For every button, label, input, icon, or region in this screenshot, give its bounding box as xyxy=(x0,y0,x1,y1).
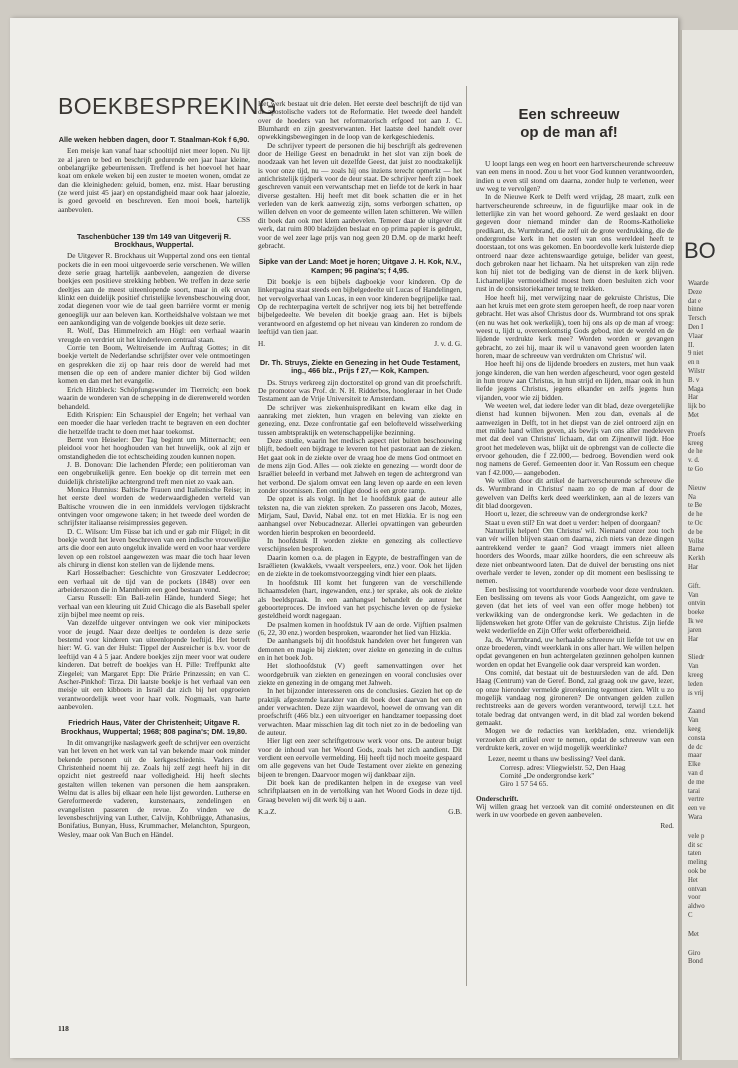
next-page-line: de he xyxy=(688,511,703,519)
next-page-line: Den I xyxy=(688,324,704,331)
next-page-line: lijk bo xyxy=(688,403,706,411)
next-page-line: 9 niet xyxy=(688,350,704,358)
next-page-line: leden xyxy=(688,680,703,688)
next-page-line: taten xyxy=(688,850,702,858)
onderschrift-text: Wij willen graag het verzoek van dit comité ondersteunen en dit werk in uw voorbede en geven aanbevelen. xyxy=(476,802,674,820)
next-page-line: Sliedr xyxy=(688,654,705,662)
next-page-line: te Go xyxy=(688,466,703,473)
article-paragraph: Hoort u, lezer, die schreeuw van de ondergrondse kerk? xyxy=(485,509,648,519)
review-entry: Corrie ten Boom, Weltreisende im Auftrag Gottes; in dit boekje vertelt de Nederlandse schrijfster over vele ontmoetingen en gesprekken die zij op haar reis door de wereld had met mensen die op een of andere manier dichter bij God wilden komen en dan met het evangelie. xyxy=(58,343,250,386)
review-signature-left: K.a.Z. xyxy=(258,807,277,817)
next-page-line: binne xyxy=(688,306,704,314)
review-signature: CSS xyxy=(237,215,250,225)
article-title-line: Een schreeuw xyxy=(518,106,620,123)
review-entry: R. Wolf, Das Himmelreich am Högl: een verhaal waarin vreugde en verdriet uit het kinderleven centraal staan. xyxy=(58,326,250,344)
next-page-line: de he xyxy=(688,448,703,456)
review-text: Een meisje kan vanaf haar schooltijd niet meer lopen. Nu lijt ze al jaren te bed en beschrijft gedurende een jaar haar kleine, onbelangrijke gebeurtenissen. Treffend is het hoevoel het haar koat om enkele weken bij een zuster te moeten wonen, omdat ze dan die kleinigheden: geluid, bomen, enz. mist. Haar berusting (ze werd juist 45 jaar) en opstandigheid maar ook haar jaloezie, is goed gevoeld en beschreven. Een mooi boek, hartelijk aanbevolen. xyxy=(58,146,250,214)
review-entry: Erich Hitzbleck: Schöpfungswunder im Tierreich; een boek waarin de wonderen van de schepping in de dierenwereld worden behandeld. xyxy=(58,384,250,411)
review-text: In het bijzonder interesseren ons de conclusies. Gezien het op de praktijk afgestemde karakter van dit boek doet daarvan het een en ander verwachten. Deze zijn waardevol, hoewel de omvang van dit proefschrift (466 blz.) een uitvoeriger en handzamer toepassing doet verwachten. Maar misschien lag dit toch niet zo in de bedoeling van de auteur. xyxy=(258,686,462,737)
next-page-line: aldwo xyxy=(688,903,705,911)
next-page-line: Bond xyxy=(688,958,703,966)
next-page-line: Kerkh xyxy=(688,555,705,563)
next-page-line: consta xyxy=(688,734,706,742)
article-closing xyxy=(488,755,674,788)
next-page-line: Har xyxy=(688,635,699,643)
page-number: 118 xyxy=(58,1024,69,1033)
next-page-line: B. v xyxy=(688,376,700,384)
review-title: Friedrich Haus, Väter der Christenheit; Uitgave R. Brockhaus, Wuppertal; 1968; 808 pagina's; DM. 19,80. xyxy=(60,718,248,736)
next-page-line: de dc xyxy=(688,743,703,751)
review-text: Ds. Struys verkreeg zijn doctorstitel op grond van dit proefschrift. De promotor was Prof. dr. N. H. Ridderbos, hoogleraar in het Oude Testament aan de Vrije Universiteit te Amsterdam. xyxy=(258,377,462,404)
next-page-line: Wara xyxy=(688,814,703,821)
next-page-line: dit sc xyxy=(688,841,703,849)
review-column-2 xyxy=(258,100,462,816)
review-entry: Monica Hunnius: Baltische Frauen und Italienische Reise; in het eerste deel worden de wederwaardigheden verteld van Baltische vrouwen die in een inmiddels vervlogen tijdskracht ontvingen voor omgewone taken; in het tweede deel worden de schrijfster italiaanse reisimpressies gegeven. xyxy=(58,484,250,528)
next-page-line: van d xyxy=(688,770,703,777)
next-page-line: Vollst xyxy=(688,537,704,545)
next-page-line: keeg xyxy=(688,726,701,733)
article-paragraph: Hoe heeft hij, met verwijzing naar de gekruiste Christus, Die aan het kruis met een grote stem geroepen heeft, de roep naar voren gebracht. Het was alsof Christus door ds. Wurmbrand tot ons sprak (en nu was het ook werkelijk), toen hij ons als op de man af vroeg: weest u, lijdt u, overeenkomstig Gods gebod, niet de wereld en de lijdende verdrukte kerk mee? Worden worden er gevangen gebracht, zo zei hij, maar ik wil u vanavond geen woorden laten horen, maar de schreeuw van verdrukten om Christus' wil. xyxy=(476,292,674,360)
closing-line: Corresp. adres: Vliegwielstr. 52, Den Haag xyxy=(500,762,626,772)
next-page-line: voor xyxy=(688,894,701,902)
page-heading: BOEKBESPREKING xyxy=(58,93,278,119)
review-signature-row xyxy=(258,340,462,348)
review-text: Het werk bestaat uit drie delen. Het eerste deel beschrijft de tijd van de apostolische vaders tot de Reformatie. Het tweede deel handelt over de hoeders van het reformatorisch erfgoed tot aan J. C. Blumhardt en zijn geestverwanten. Het laatste deel handelt over opwekkingsbewegingen in de loop van de kerkgeschiedenis. xyxy=(258,99,462,142)
next-page-line: boeke xyxy=(688,609,705,617)
next-page-line: Gift. xyxy=(688,582,701,590)
next-page-line: ontvan xyxy=(688,885,707,893)
next-page-line: Na xyxy=(688,493,696,501)
article-paragraph: Ons comité, dat bestaat uit de bestuursleden van de afd. Den Haag (Centrum) van de Geref. Bond, zal graag ook uw gave, lezer, op onze hieronder vermelde girorekening tegemoet zien. Wilt u zo mogelijk vandaag nog gironeren? De ontvangen gelden zullen rechtstreeks aan de gevers worden verantwoord, terwijl t.z.t. het totale bedrag dat ontvangen werd, in dit blad zal worden bekend gemaakt. xyxy=(476,667,674,728)
next-page-line: de be xyxy=(688,528,703,536)
review-text: Daarin komen o.a. de plagen in Egypte, de bestraffingen van de Israëlieten (kwakkels, vwaalt verspeelers, enz.) voor. Ook het lijden en de ziekte in de toekomstvoorzegging vindt hier een plaats. xyxy=(258,552,462,579)
next-page-line: tarai xyxy=(688,787,701,795)
left-magazine-page xyxy=(10,18,678,1058)
review-entry: Van dezelfde uitgever ontvingen we ook vier minipockets voor de jeugd. Naar deze deeltjes te oordelen is deze serie bestemd voor kinderen van uiteenlopende leeftijd. Het betreft hier: W. G. van der Hulst: Tippel der Ausreicher is b.v. voor de leeftijd van 4 à 5 jaar. Andere boekjes zijn meer voor wat oudere kinderen. Dat betreft de boekjes van H. Pille: Treffpunkt alte Ziegelei; van Margaret Epp: Die Prärie Prinzessin; en van C. Ascher-Pinkhof: Tirza. Dit laatste boekje is het verhaal van een meisje uit een kibboets in Israël dat zich bij het opgroeien verantwoordelijk weet voor haar volk. Nogmaals, van harte aanbevolen. xyxy=(58,618,250,711)
review-entry: D. C. Wilson: Um Füsse bat ich und er gab mir Flügel; in dit boekje wordt het leven beschreven van een indische vrouwelijke arts die door een auto ongeluk invalide werd en voor haar verdere leven op een rolstoel aangewezen was maar die toch haar leven als chirurg in dienst kon stellen van de lijdende mens. xyxy=(58,526,250,570)
review-entry: Edith Krispien: Ein Schauspiel der Engeln; het verhaal van een moeder die haar verleden tracht te begraven en een dochter die hetzelfde tracht te doen met haar toekomst. xyxy=(58,409,250,436)
review-text: De Uitgever R. Brockhaus uit Wuppertal zond ons een tiental pockets die in een mooi uitgevoerde serie verschenen. We willen deze serie graag hartelijk aanbevelen, aangezien de diverse boekjes een positieve strekking hebben. We treffen in deze serie deeltjes aan de meest uiteenlopende soort, maar in elk ervan klinkt een duidelijk positief christelijke levensbeschouwing door, zodat diegenen voor wie de taal geen barrière vormt er menig genoeglijk uur aan beleven kan. Kortheidshalve volstaan we met een aankondiging van de volgende boekjes uit deze serie. xyxy=(58,251,250,328)
review-text: Deze studie, waarin het medisch aspect niet buiten beschouwing blijft, bedoelt een bijdrage te leveren tot het pastoraat aan de zieken. Het gaat ook in de ziekte over de vraag hoe de mens God ontmoet en de mens zijn God. Alles — ook ziekte en genezing — wordt door de Israëliet beleefd in verband met Jahweh en tegen de achtergrond van het verbond. De sjalom omvat een lang leven op aarde en een leven zonder stoornissen. Een ontijdige dood is een grote ramp. xyxy=(258,435,462,496)
review-text: De aanhangsels bij dit hoofdstuk handelen over het fungeren van demonen en magie bij ziekten; over ziekte en genezing in de cultus en in het boek Job. xyxy=(258,636,462,662)
next-page-line: Vlaar xyxy=(688,332,704,340)
article-column xyxy=(476,160,674,830)
next-page-line: Elke xyxy=(688,761,701,769)
next-page-line: vertre xyxy=(688,796,704,804)
next-page-line: maar xyxy=(688,752,702,760)
next-page-line: Nieuw xyxy=(688,484,707,492)
next-page-line: Zaand xyxy=(688,708,705,716)
next-page-line: kreeg xyxy=(688,439,704,447)
review-signature-row xyxy=(258,808,462,816)
review-signature-right: J. v. d. G. xyxy=(434,339,462,349)
next-page-line: is vrij xyxy=(688,689,704,697)
onderschrift-title: Onderschrift. xyxy=(476,793,519,803)
next-page-line: Proefs xyxy=(688,430,706,438)
review-entry: Carsu Russell: Ein Ball-zelin Hände, hunderd Siege; het verhaal van een kleuring uit Zuid Chicago die als Baseball speler zijn bijbel mee neemt op reis. xyxy=(58,593,250,620)
article-paragraph: In de Nieuwe Kerk te Delft werd vrijdag, 28 maart, zulk een hartverscheurende schreeuw, in de figuurlijke maar ook in de letterlijke zin van het woord gehoord. Ze werd geslaakt en door gegeven door niemand minder dan de Rooms-Katholieke predikant, ds. Wurmbrand, die zelf uit de grote verdrukking, die de ondergrondse kerk in het oosten van ons wereldeel heeft te doorstaan, tot ons was gekomen. En boordevolle kerk luisterde diep ontroerd naar deze achtenswaardige getuige, belider van geest, doch gebroken naar het lichaam. Na het uitspreken van zijn rede kon hij niet tot de bediging van de dienst in de kerk blijven. Lichamelijke vermoeidheid moest hem doen besluiten zich voor rust in de consistoriekamer terug te trekken. xyxy=(476,192,674,294)
next-page-line: ook be xyxy=(688,868,707,875)
next-page-line: Met xyxy=(688,412,699,419)
next-page-heading: BO xyxy=(684,238,716,263)
review-text: Het slothoofdstuk (V) geeft samenvattingen over het woordgebruik van ziekten en genezingen en vooral conclusies over ziekte en genezing in de omgang met Jahweh. xyxy=(258,661,462,687)
article-paragraph: Natuurlijk helpen! Om Christus' wil. Niemand onzer zou toch van vér willen blijven staan om daarna, zich niets van deze dingen aantrekkend verder te gaan? God vraagt immers niet alleen hoorders des Woords, maar zúlke hoorders, die een schreeuw als deze niet onbeantwoord laten. Dat de duivel der berusting ons niet overhale verder te leven, zonder op dit moment een beslissing te nemen. xyxy=(476,526,674,586)
review-title: Dr. Th. Struys, Ziekte en Genezing in het Oude Testament, ing., 466 blz., Prijs f 27,— Kok, Kampen. xyxy=(259,357,461,376)
article-title-line: op de man af! xyxy=(520,124,618,141)
next-page-line: te Oc xyxy=(688,520,703,527)
review-title: Alle weken hebben dagen, door T. Staalman-Kok f 6,90. xyxy=(58,135,250,144)
article-paragraph: We weeten wel, dat iedere leder van dit blad, deze overgetelijke dienst had kunnen bijwonen. Men zou dan, evenals al de aanwezigen in Delft, tot in het diepst van de ziel ontroerd zijn en met milde hand willen geven, als bewijs van ons aller medeleven met dat deel van Christus' lichaam, dat om Zijnentwil lijdt. Hoe groot het medeleven was, blijkt uit de opbrengst van de collecte die ervoor gehouden, die f 22.000,— bedroeg. Bovendien werd ook nog namens de Geref. Gemeenten door ir. Van Rossum een cheque van f 42.000,— aangeboden. xyxy=(476,400,674,477)
article-paragraph: Ja, ds. Wurmbrand, uw herhaalde schreeuw uit liefde tot uw en onze broederen, vindt weerklank in ons aller hart. We willen helpen opdat gevangenen en hun achtergelaten gezinnen geholpen kunnen worden en opdat het Evangelie ook daar verspreid kan worden. xyxy=(476,634,674,669)
onderschrift-signature: Red. xyxy=(660,820,674,830)
review-text: De opzet is als volgt. In het 1e hoofdstuk gaat de auteur alle teksten na, die van ziekten spreken. Zo passeren ons Jacob, Mozes, Mirjam, Saul, David, Nabal enz. tot en met Hizkia. Er is nog een aanhangsel over Nebucadnezar. Allerlei opvattingen van gebeurden worden hierin besproken en beoordeeld. xyxy=(258,494,462,537)
next-page-line: en n xyxy=(688,359,700,367)
next-page-line: Giro xyxy=(688,949,701,957)
review-entry: Bernt von Heiseler: Der Tag beginnt um Mitternacht; een pleidooi voor het hooghouden van het huwelijk, ook al zijn er omstandigheden die tot echtscheiding zouden kunnen nopen. xyxy=(58,434,250,461)
article-paragraph: Een beslissing tot voortdurende voorbede voor deze verdrukten. Een beslissing om tevens als voor Gods Aangezicht, om gave te geven (dat het iets of veel van een offer moge hebben) tot verkwikking van de ondergrondse kerk. We gedachten in de lijdensweken het grote Offer van de gekruiste Christus. Zijn liefde wekt wederliefde en Zijn Offer wekt offerbereidheid. xyxy=(476,584,674,636)
next-page-line: Tersch xyxy=(688,315,707,323)
next-page-line: Har xyxy=(688,394,699,402)
review-signature-left: H. xyxy=(258,339,266,349)
next-page-line: Van xyxy=(688,717,699,725)
review-text: In hoofdstuk III komt het fungeren van de verschillende lichaamsdelen (hart, ingewanden, enz.) ter sprake, als ook de ziekte als beeldspraak. In een aanhangsel behandelt de auteur het geboorteproces. De invloed van het psychische leven op de fysieke gesteldheid wordt nagegaan. xyxy=(258,577,462,621)
next-page-line: meling xyxy=(688,859,707,867)
next-page-line: Met xyxy=(688,930,699,938)
next-page-edge xyxy=(680,30,738,1060)
next-page-line: v. d. xyxy=(688,457,700,465)
next-page-line: de me xyxy=(688,778,705,786)
next-page-line: Deze xyxy=(688,288,702,296)
next-page-line: II. xyxy=(688,341,695,349)
review-entry: Karl Hosselbacher: Geschichte von Groszvater Leddecroe; een verhaal uit de tijd van de pockets (1848) over een arbeiderszoon die in Mannheim een goed bestaan vond. xyxy=(58,568,250,595)
next-page-line: Maga xyxy=(688,385,704,393)
review-text: De psalmen komen in hoofdstuk IV aan de orde. Vijftien psalmen (6, 22, 30 enz.) worden besproken, waaronder het lied van Hizkia. xyxy=(258,619,462,637)
next-page-line: Van xyxy=(688,591,699,599)
article-title xyxy=(476,106,662,142)
next-page-line: vele p xyxy=(688,832,705,840)
article-paragraph: Mogen we de redacties van kerkbladen, enz. vriendelijk verzoeken dit artikel over te nemen, opdat de schreeuw van een verdrukte kerk, zover en wijd mogelijk weerklinke? xyxy=(476,726,674,753)
article-paragraph: Hoe heeft hij ons de lijdende broeders en zusters, met hun vaak jonge kinderen, die van hen werden afgescheurd, voor ogen gesteld in hun trouw aan Christus, in hun strijd en lijden, maar ook in hun liefde jegens Christus, jegens elkander en zelfs jegens hun vijanden, voor wie zij bidden. xyxy=(476,359,674,402)
next-page-line: jaren xyxy=(688,626,702,634)
closing-line: Comité „De ondergrondse kerk" xyxy=(500,771,595,781)
next-page-line: een ve xyxy=(688,805,706,813)
next-page-line: ontvin xyxy=(688,600,706,608)
column-divider xyxy=(466,86,467,986)
review-text: Dit boek kan de predikanten helpen in de exegese van veel schriftplaatsen en in de vertolking van het Woord Gods in deze tijd. Graag bevelen wij dit werk bij u aan. xyxy=(258,778,462,804)
review-text: De schrijver typeert de personen die hij beschrijft als gedrevenen door de Heilige Geest en benadrukt in het slot van zijn boek de noodzaak van het leven uit dezelfde Geest, dat juist zo noodzakelijk is voor onze tijd, nu — zoals hij ons inziens terecht opmerkt — het antichristelijk tijdperk voor de deur staat. De schrijver heeft zijn boek geschreven vanuit een verwantschap met en liefde tot de kerk in haar diverse gestalten. Hij heeft met dit boek schatten die er in het verleden van de kerk aanwezig zijn, soms verborgen schatten, op willen delven en voor de gemeente willen laten schitteren. We willen dit boek dan ook met klem aanbevelen. Temeer daar de uitgever dit werk, dat ruim 800 bladzijden beslaat en op prima papier is gedrukt, voor de wel zeer lage prijs van nog geen 20 D.M. op de markt heeft gebracht. xyxy=(258,140,462,250)
review-text: In hoofdstuk II worden ziekte en genezing als collectieve verschijnselen besproken. xyxy=(258,536,462,554)
next-page-line: te Be xyxy=(688,502,703,510)
review-signature-right: G.B. xyxy=(448,807,462,817)
next-page-line: Waarde xyxy=(688,280,709,287)
review-title: Sipke van der Land: Moet je horen; Uitgave J. H. Kok, N.V., Kampen; 96 pagina's; f 4,95. xyxy=(258,257,462,275)
next-page-line: kreeg xyxy=(688,672,704,679)
next-page-line: dat e xyxy=(688,297,702,305)
next-page-line: Ik we xyxy=(688,618,704,625)
review-column-1 xyxy=(58,130,250,839)
review-text: In dit omvangrijke naslagwerk geeft de schrijver een overzicht van het leven en het werk van tal van bekende maar ook minder bekende personen uit de kerkgeschiedenis. Vaders der Christenheid noemt hij ze. Zoals hij zelf zegt heeft hij in dit opzicht niet gestreefd naar volledigheid. Hij heeft slechts gestalten willen tekenen van personen die hem aanspraken. Welnu dat is alles bij elkaar een hele lijst geworden. Lutherse en Gereformeerde vaderen, kunstenaars, zendelingen en evangelisten passeren de revue. Zo vinden we de levensbeschrijving van Luther, Calvijn, Kohlbrügge, Athanasius, Bonifatius, Bunyan, Huss, Krummacher, Melanchton, Spurgeon, Wesley, maar ook Van Buch en Händel. xyxy=(58,738,250,839)
next-page-line: Har xyxy=(688,564,699,571)
review-entry: J. B. Donovan: Die lachenden Pferde; een politieroman van een ongebruikelijk genre. Een boekje op dit terrein met een duidelijk christelijke achtergrond treft men niet zo vaak aan. xyxy=(58,459,250,486)
next-page-line: Barne xyxy=(688,546,705,554)
closing-line: Giro 1 57 54 65. xyxy=(500,779,549,789)
next-page-line: C xyxy=(688,912,693,919)
next-page-line: Het xyxy=(688,876,698,884)
article-paragraph: U loopt langs een weg en hoort een hartverscheurende schreeuw van een mens in nood. Zou u het voor God kunnen verantwoorden, indien u even stil stond om daarna, zonder hulp te verlenen, weer uw weg te vervolgen? xyxy=(476,159,674,194)
next-page-line: Wilstr xyxy=(688,368,705,375)
article-paragraph: We willen door dit artikel de hartverscheurende schreeuw die ds. Wurmbrand in Christus' naam zo op de man af door de gewelven van Delfts kerk deed weerklinken, aan al de lezers van dit blad doorgeven. xyxy=(476,476,674,511)
review-title: Taschenbücher 139 t/m 149 van Uitgeverij R. Brockhaus, Wuppertal. xyxy=(77,231,231,249)
review-text: Hier ligt een zeer schriftgetrouw werk voor ons. De auteur buigt voor de inhoud van het Woord Gods, zoals het zich aandient. Dit verdient een eervolle vermelding. Hij heeft tijd noch moeite gespaard om alle gegevens van het Oude Testament over ziekte en genezing bijeen te brengen. Daarvoor mogen wij dankbaar zijn. xyxy=(258,736,462,779)
review-text: De schrijver was ziekenhuispredikant en kwam elke dag in aanraking met ziekten, hun vragen en beleving van ziekte en genezing, enz. Deze confrontatie gaf een belofteveld wisselwerking tussen ambtspraktijk en wetenschappelijke bezinning. xyxy=(258,402,462,437)
article-paragraph: Staat u even stil? En wat doet u verder: helpen of doorgaan? xyxy=(485,517,661,527)
next-page-line: Van xyxy=(688,663,699,671)
review-text: Dit boekje is een bijbels dagboekje voor kinderen. Op de linkerpagina staat steeds een bijbelgedeelte uit Lucas of Handelingen, het vervolgverhaal van Lucas, in een voor kinderen begrijpelijke taal. Op de rechterpagina vertelt de schrijver nog iets bij het betreffende bijbelgedeelte. We bevelen dit boekje graag aan. Het is bijbels verantwoord en afgestemd op het niveau van kinderen zo rondom de leeftijd van tien jaar. xyxy=(258,277,462,337)
closing-line: Lezer, neemt u thans uw beslissing? Veel dank. xyxy=(488,754,626,764)
